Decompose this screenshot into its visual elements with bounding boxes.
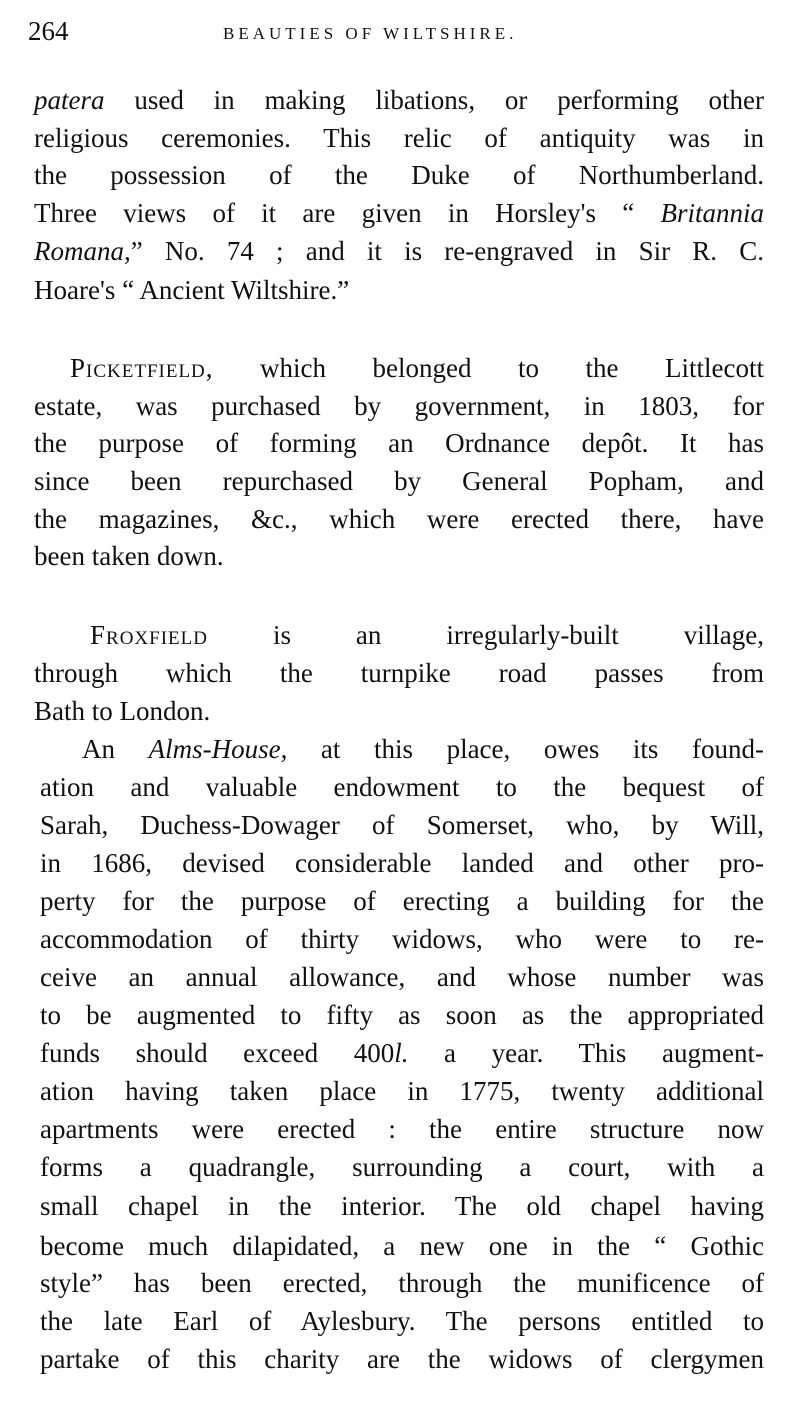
text-line (34, 464, 764, 498)
text-line (40, 1342, 764, 1376)
text-segment: forms a quadrangle, surrounding a court, with a (40, 1152, 764, 1182)
text-segment: estate, was purchased by government, in 1803, for (34, 391, 764, 421)
text-line (34, 273, 764, 307)
text-line (40, 1266, 764, 1300)
text-segment: used in making libations, or performing other (104, 85, 764, 115)
text-segment: to be augmented to fifty as soon as the appropriated (40, 1000, 764, 1030)
text-line (34, 389, 764, 423)
text-segment: the possession of the Duke of Northumberland. (34, 160, 764, 190)
text-segment: small chapel in the interior. The old chapel having (40, 1191, 764, 1221)
text-line (34, 426, 764, 460)
text-segment: been taken down. (34, 541, 224, 571)
text-line (82, 732, 764, 766)
italic-text: Alms-House, (148, 734, 288, 764)
text-line (40, 1112, 764, 1146)
italic-text: l. (394, 1038, 409, 1068)
text-segment: a year. This augment- (408, 1038, 764, 1068)
text-segment: An (82, 734, 149, 764)
text-segment: funds should exceed 400 (40, 1038, 395, 1068)
italic-text: Romana, (34, 236, 131, 266)
running-title: BEAUTIES OF WILTSHIRE. (223, 24, 518, 43)
text-segment: apartments were erected : the entire structure now (40, 1114, 764, 1144)
text-segment: ation having taken place in 1775, twenty additional (40, 1076, 764, 1106)
text-line (70, 351, 764, 385)
text-segment: perty for the purpose of erecting a building for the (40, 886, 764, 916)
text-segment: the late Earl of Aylesbury. The persons entitled to (40, 1306, 764, 1336)
text-segment: ” No. 74 ; and it is re-engraved in Sir R. C. (130, 236, 764, 266)
text-segment: partake of this charity are the widows of clergymen (40, 1344, 764, 1374)
text-segment: ation and valuable endowment to the bequest of (40, 772, 764, 802)
small-caps-heading: Picketfield, (70, 353, 214, 383)
text-segment: ceive an annual allowance, and whose number was (40, 962, 764, 992)
text-line (40, 808, 764, 842)
text-line (40, 1036, 764, 1070)
text-line (40, 1150, 764, 1184)
text-segment: religious ceremonies. This relic of antiquity was in (34, 123, 764, 153)
text-line (34, 656, 764, 690)
text-segment: the magazines, &c., which were erected there, have (34, 504, 764, 534)
text-segment: at this place, owes its found- (287, 734, 765, 764)
text-segment: become much dilapidated, a new one in the “ Gothic (40, 1231, 764, 1261)
text-line (40, 922, 764, 956)
small-caps-heading: Froxfield (90, 620, 208, 650)
italic-text: patera (34, 85, 105, 115)
text-line (34, 121, 764, 155)
text-line (34, 83, 764, 117)
text-segment: Hoare's “ Ancient Wiltshire.” (34, 275, 350, 305)
text-line (40, 1229, 764, 1263)
text-segment: Sarah, Duchess-Dowager of Somerset, who, by Will, (40, 810, 764, 840)
text-segment: accommodation of thirty widows, who were to re- (40, 924, 764, 954)
text-line (34, 158, 764, 192)
text-line (40, 770, 764, 804)
text-line (34, 539, 764, 573)
text-line (40, 998, 764, 1032)
text-line (40, 1304, 764, 1338)
italic-text: Britannia (660, 198, 764, 228)
text-line (40, 1074, 764, 1108)
text-line (40, 884, 764, 918)
text-line (34, 234, 764, 268)
text-segment: Bath to London. (34, 696, 211, 726)
page-number: 264 (28, 16, 69, 46)
text-segment: since been repurchased by General Popham, and (34, 466, 764, 496)
text-line (34, 694, 764, 728)
text-segment: in 1686, devised considerable landed and other pro- (40, 848, 764, 878)
text-line (40, 1189, 764, 1223)
text-segment: through which the turnpike road passes from (34, 658, 764, 688)
text-segment: is an irregularly-built village, (207, 620, 764, 650)
text-segment: the purpose of forming an Ordnance depôt. It has (34, 428, 764, 458)
text-line (34, 502, 764, 536)
text-line (40, 846, 764, 880)
running-header (28, 16, 760, 52)
text-segment: which belonged to the Littlecott (213, 353, 764, 383)
text-line (40, 960, 764, 994)
text-segment: Three views of it are given in Horsley's “ (34, 198, 661, 228)
text-line (34, 196, 764, 230)
text-segment: style” has been erected, through the munificence of (40, 1268, 764, 1298)
text-line (90, 618, 764, 652)
